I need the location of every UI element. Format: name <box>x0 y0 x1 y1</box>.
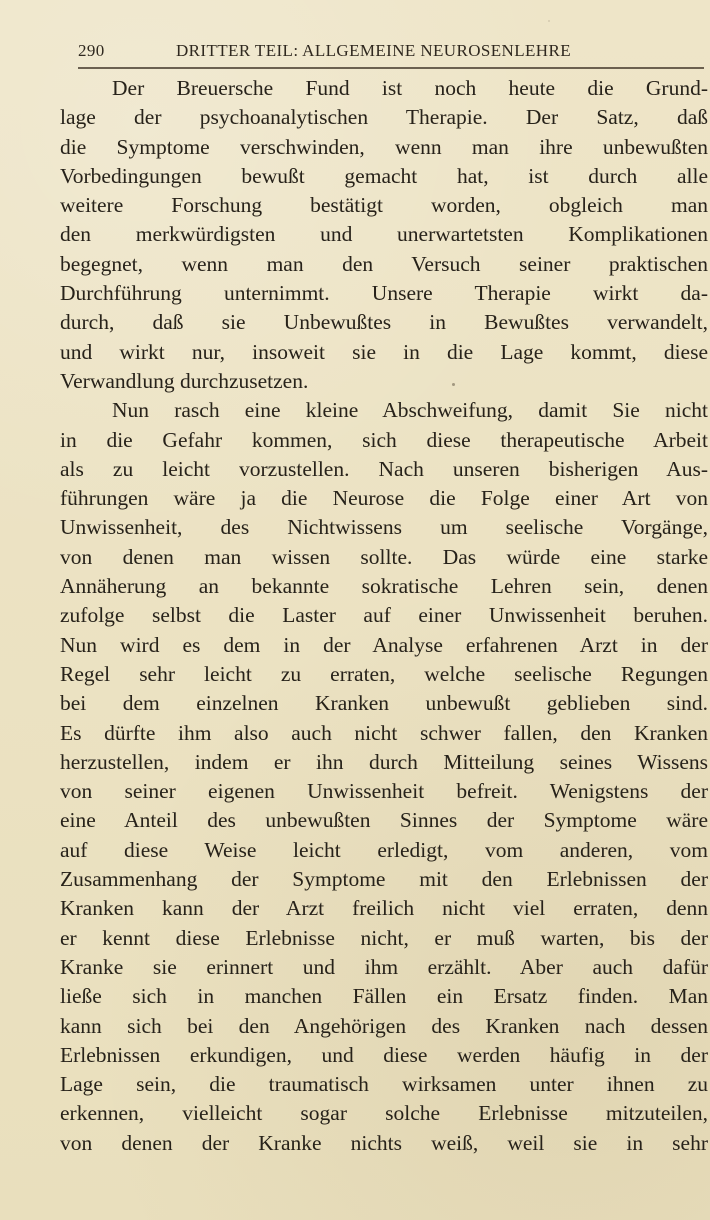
text-line: Zusammenhang der Symptome mit den Erlebnissen der <box>60 867 708 892</box>
page-number: 290 <box>78 41 105 60</box>
text-line: Der Breuersche Fund ist noch heute die Grund- <box>112 76 708 100</box>
ink-speck <box>452 383 455 386</box>
text-line: Durchführung unternimmt. Unsere Therapie wirkt da- <box>60 281 708 306</box>
text-line: Lage sein, die traumatisch wirksamen unter ihnen zu <box>60 1072 708 1097</box>
text-line: Erlebnissen erkundigen, und diese werden häufig in der <box>60 1042 708 1067</box>
text-line: Kranken kann der Arzt freilich nicht viel erraten, denn <box>60 896 708 921</box>
header-rule <box>78 67 704 69</box>
ink-speck <box>548 20 550 22</box>
text-line: bei dem einzelnen Kranken unbewußt geblieben sind. <box>60 691 708 716</box>
text-line: Nun wird es dem in der Analyse erfahrenen Arzt in der <box>60 632 708 657</box>
text-line: eine Anteil des unbewußten Sinnes der Symptome wäre <box>60 808 708 833</box>
text-line: von denen der Kranke nichts weiß, weil sie in sehr <box>60 1130 708 1155</box>
text-line: durch, daß sie Unbewußtes in Bewußtes verwandelt, <box>60 310 708 335</box>
body-text <box>60 74 708 1158</box>
running-title: DRITTER TEIL: ALLGEMEINE NEUROSENLEHRE <box>176 41 571 60</box>
text-line: die Symptome verschwinden, wenn man ihre unbewußten <box>60 134 708 159</box>
text-line: und wirkt nur, insoweit sie in die Lage kommt, diese <box>60 339 708 364</box>
text-line: Verwandlung durchzusetzen. <box>60 368 309 393</box>
text-line: ließe sich in manchen Fällen ein Ersatz finden. Man <box>60 984 708 1009</box>
text-line: in die Gefahr kommen, sich diese therapeutische Arbeit <box>60 427 708 452</box>
text-line: Nun rasch eine kleine Abschweifung, damit Sie nicht <box>112 398 708 423</box>
text-line: zufolge selbst die Laster auf einer Unwissenheit beruhen. <box>60 603 708 628</box>
text-line: erkennen, vielleicht sogar solche Erlebnisse mitzuteilen, <box>60 1101 708 1126</box>
text-line: Kranke sie erinnert und ihm erzählt. Aber auch dafür <box>60 954 708 979</box>
text-line: Regel sehr leicht zu erraten, welche seelische Regungen <box>60 661 708 686</box>
text-line: führungen wäre ja die Neurose die Folge einer Art von <box>60 486 708 511</box>
text-line: lage der psychoanalytischen Therapie. Der Satz, daß <box>60 105 708 130</box>
text-line: kann sich bei den Angehörigen des Kranken nach dessen <box>60 1013 708 1038</box>
text-line: begegnet, wenn man den Versuch seiner praktischen <box>60 251 708 276</box>
text-line: den merkwürdigsten und unerwartetsten Komplikationen <box>60 222 708 247</box>
text-line: von seiner eigenen Unwissenheit befreit. Wenigstens der <box>60 779 708 804</box>
text-line: Unwissenheit, des Nichtwissens um seelische Vorgänge, <box>60 515 708 540</box>
text-line: als zu leicht vorzustellen. Nach unseren bisherigen Aus- <box>60 456 708 481</box>
page-header <box>78 41 626 65</box>
text-line: von denen man wissen sollte. Das würde eine starke <box>60 544 708 569</box>
text-line: herzustellen, indem er ihn durch Mitteilung seines Wissens <box>60 749 708 774</box>
text-line: weitere Forschung bestätigt worden, obgleich man <box>60 193 708 218</box>
text-line: Vorbedingungen bewußt gemacht hat, ist durch alle <box>60 163 708 188</box>
text-line: er kennt diese Erlebnisse nicht, er muß warten, bis der <box>60 925 708 950</box>
text-line: Annäherung an bekannte sokratische Lehren sein, denen <box>60 574 708 599</box>
text-line: auf diese Weise leicht erledigt, vom anderen, vom <box>60 837 708 862</box>
text-line: Es dürfte ihm also auch nicht schwer fallen, den Kranken <box>60 720 708 745</box>
